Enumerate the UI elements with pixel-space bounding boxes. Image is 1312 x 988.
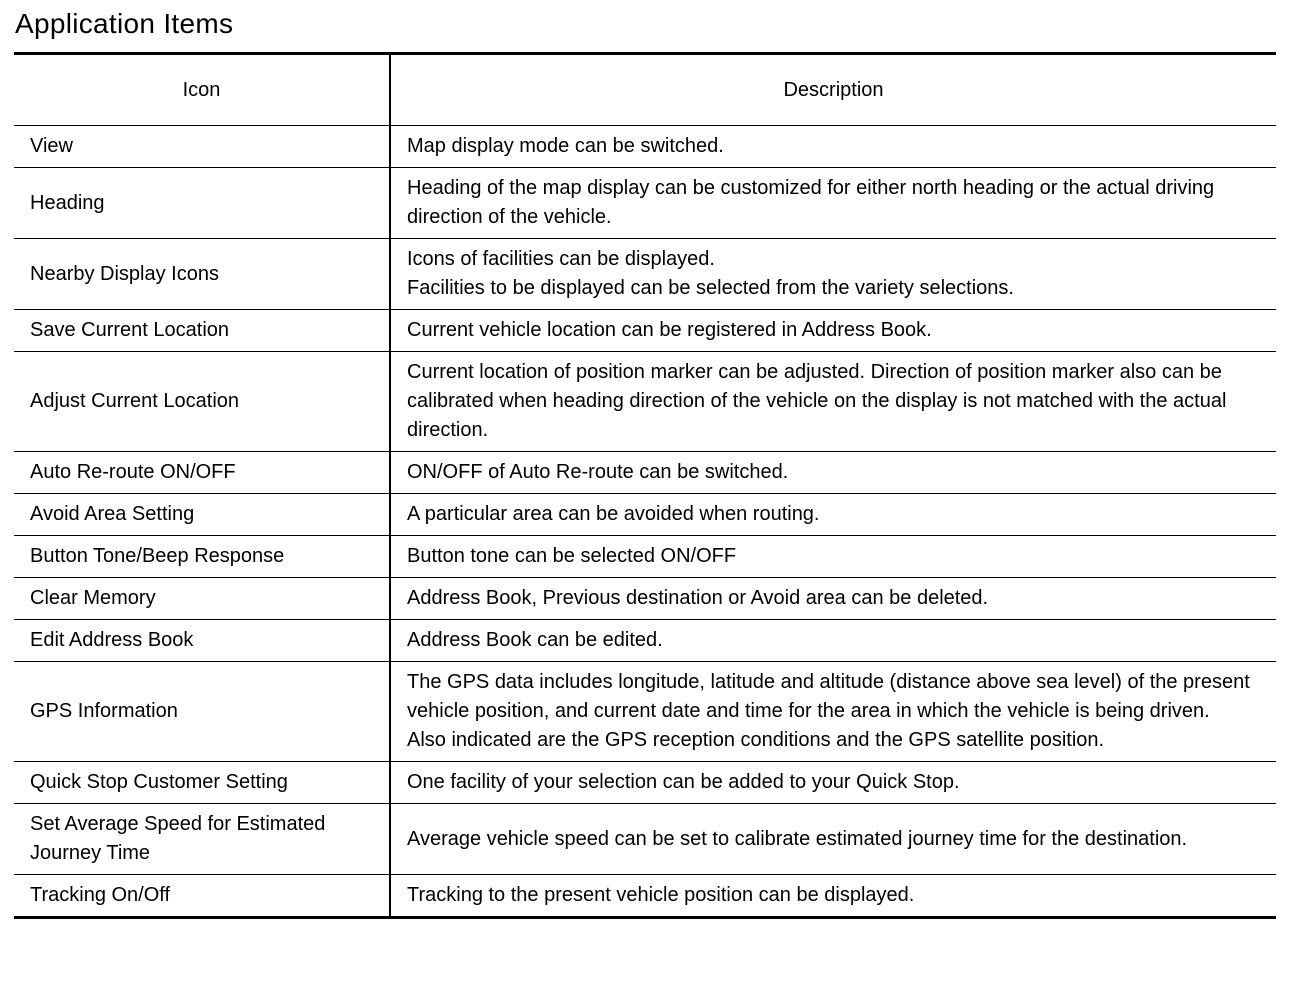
row-icon-name: Set Average Speed for Estimated Journey Time [14,804,390,875]
table-row [14,662,1276,762]
row-icon-name: Heading [14,168,390,239]
description-line: Address Book can be edited. [407,629,663,651]
description-line: Current vehicle location can be registered in Address Book. [407,319,932,341]
table-row [14,126,1276,168]
description-line: Address Book, Previous destination or Avoid area can be deleted. [407,587,989,609]
row-description [390,578,1276,620]
row-description [390,620,1276,662]
description-line: Also indicated are the GPS reception conditions and the GPS satellite position. [407,729,1105,751]
table-row [14,452,1276,494]
description-line: Map display mode can be switched. [407,135,724,157]
table-row [14,168,1276,239]
row-description [390,352,1276,452]
row-description [390,875,1276,918]
table-row [14,804,1276,875]
table-row [14,239,1276,310]
description-line: A particular area can be avoided when routing. [407,503,820,525]
row-description [390,452,1276,494]
table-row [14,494,1276,536]
table-row [14,620,1276,662]
description-line: One facility of your selection can be added to your Quick Stop. [407,771,960,793]
page-title: Application Items [15,8,234,39]
application-items-table [14,52,1276,919]
description-line: Icons of facilities can be displayed. [407,248,715,270]
table-body [14,126,1276,918]
row-icon-name: Auto Re-route ON/OFF [14,452,390,494]
row-description [390,239,1276,310]
row-icon-name: Save Current Location [14,310,390,352]
description-line: Average vehicle speed can be set to calibrate estimated journey time for the destination. [407,827,1188,850]
table-row [14,352,1276,452]
description-line: Tracking to the present vehicle position can be displayed. [407,884,915,906]
row-description [390,168,1276,239]
description-line: Heading of the map display can be customized for either north heading or the actual driving direction of the vehicle. [407,177,1215,228]
column-header-description: Description [390,54,1276,126]
table-row [14,310,1276,352]
description-line: Button tone can be selected ON/OFF [407,545,737,567]
row-icon-name: Button Tone/Beep Response [14,536,390,578]
row-icon-name: View [14,126,390,168]
table-row [14,578,1276,620]
description-line: The GPS data includes longitude, latitude and altitude (distance above sea level) of the present vehicle position, and current date and time for the area in which the vehicle is being driven. [407,671,1250,722]
row-icon-name: Tracking On/Off [14,875,390,918]
row-description [390,536,1276,578]
row-description [390,310,1276,352]
table-row [14,762,1276,804]
row-icon-name: Clear Memory [14,578,390,620]
column-header-icon: Icon [14,54,390,126]
description-line: Current location of position marker can be adjusted. Direction of position marker also can be calibrated when heading direction of the vehicle on the display is not matched with the actual direction. [407,361,1227,441]
row-icon-name: GPS Information [14,662,390,762]
row-icon-name: Edit Address Book [14,620,390,662]
row-icon-name: Nearby Display Icons [14,239,390,310]
description-line: ON/OFF of Auto Re-route can be switched. [407,461,789,483]
table-row [14,875,1276,918]
description-line: Facilities to be displayed can be selected from the variety selections. [407,277,1014,299]
row-description [390,494,1276,536]
table-header-row [14,54,1276,126]
row-icon-name: Adjust Current Location [14,352,390,452]
row-description [390,762,1276,804]
table-row [14,536,1276,578]
row-icon-name: Quick Stop Customer Setting [14,762,390,804]
row-icon-name: Avoid Area Setting [14,494,390,536]
row-description [390,662,1276,762]
row-description [390,804,1276,875]
row-description [390,126,1276,168]
